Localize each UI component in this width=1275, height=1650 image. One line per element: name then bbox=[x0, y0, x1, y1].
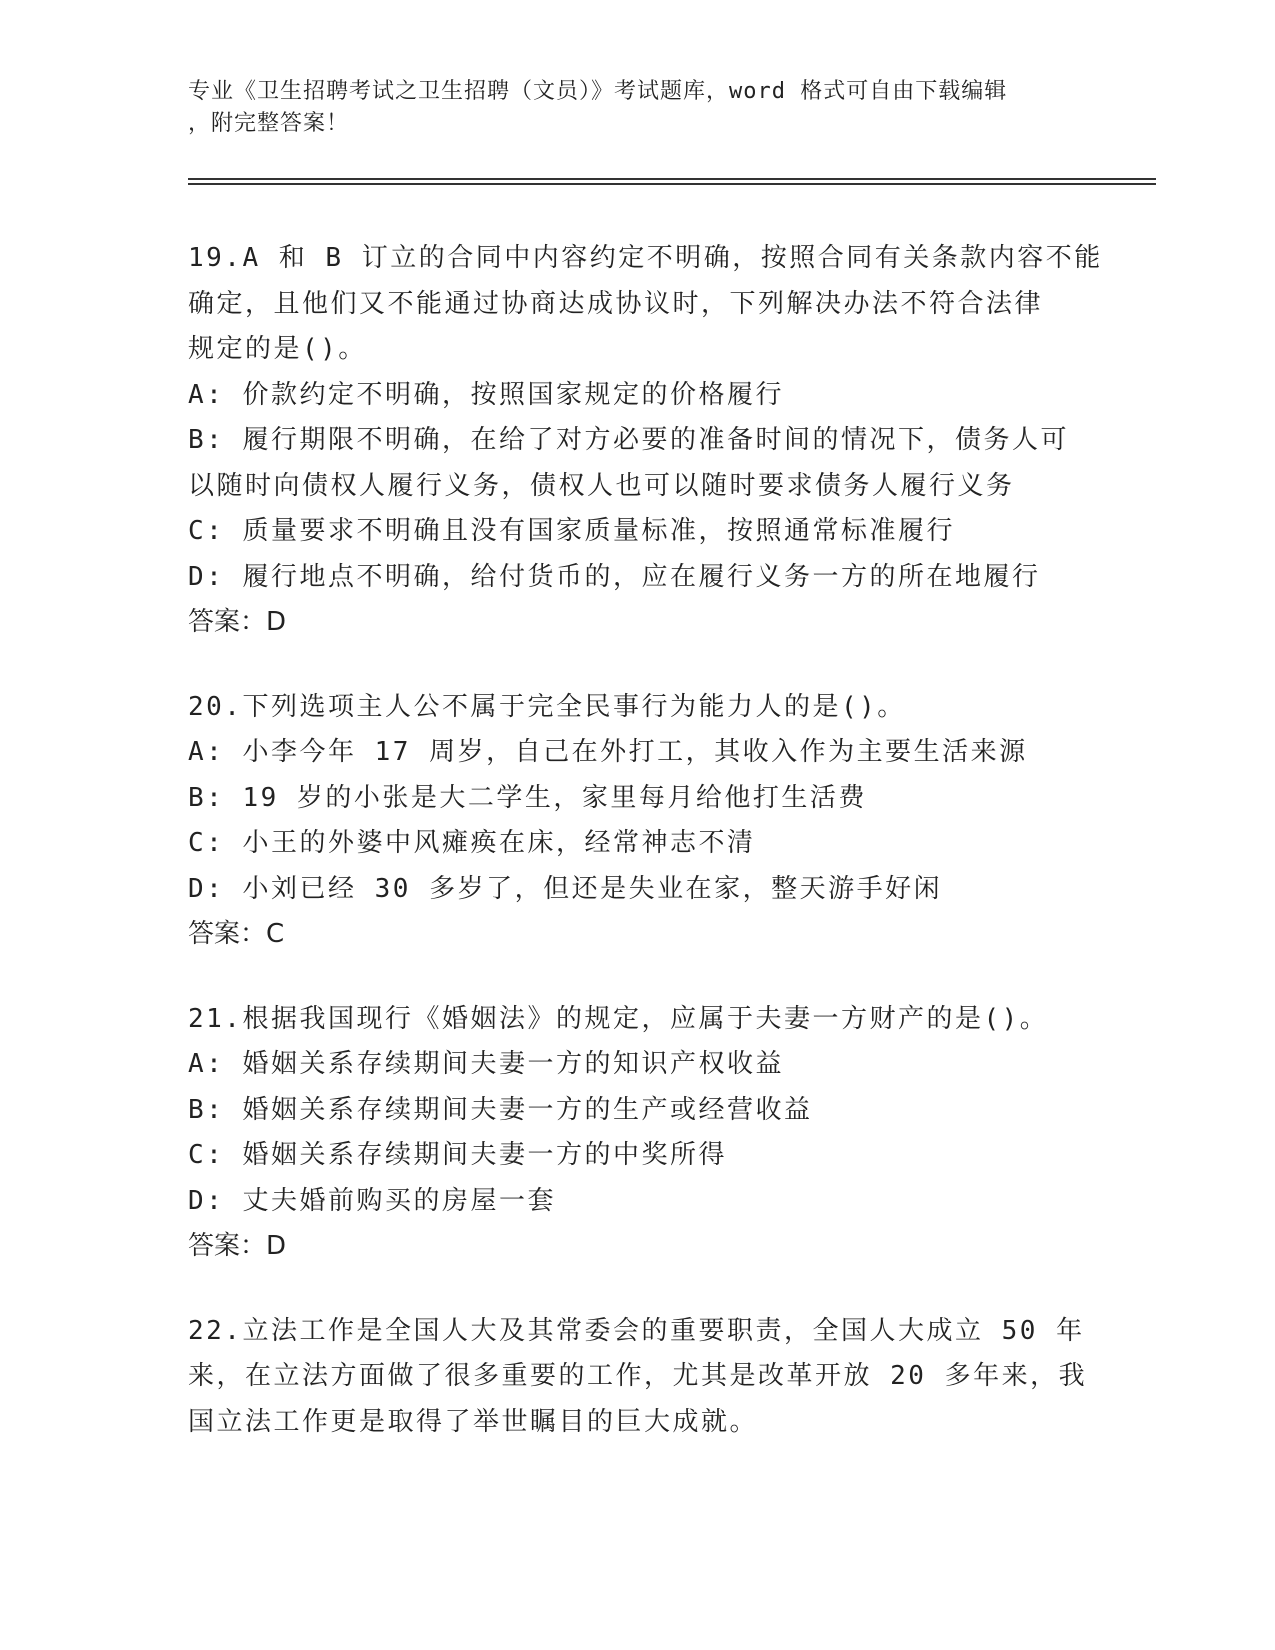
question-stem: 国立法工作更是取得了举世瞩目的巨大成就。 bbox=[188, 1406, 759, 1437]
question-stem: 22.立法工作是全国人大及其常委会的重要职责，全国人大成立 50 年 bbox=[188, 1315, 1085, 1346]
option-d: D: 丈夫婚前购买的房屋一套 bbox=[188, 1185, 556, 1216]
answer: 答案：D bbox=[188, 1231, 287, 1261]
option-c: C: 质量要求不明确且没有国家质量标准，按照通常标准履行 bbox=[188, 516, 955, 546]
question-list bbox=[188, 236, 1103, 1484]
option-a: A: 婚姻关系存续期间夫妻一方的知识产权收益 bbox=[188, 1049, 784, 1079]
option-b: 以随时向债权人履行义务，债权人也可以随时要求债务人履行义务 bbox=[188, 470, 1015, 501]
question-20 bbox=[188, 685, 1088, 958]
answer: 答案：C bbox=[188, 919, 285, 949]
question-stem: 来，在立法方面做了很多重要的工作，尤其是改革开放 20 多年来，我 bbox=[188, 1361, 1088, 1391]
question-stem: 确定，且他们又不能通过协商达成协议时，下列解决办法不符合法律 bbox=[188, 288, 1044, 319]
option-a: A: 小李今年 17 周岁，自己在外打工，其收入作为主要生活来源 bbox=[188, 737, 1028, 767]
question-21 bbox=[188, 997, 1088, 1270]
option-a: A: 价款约定不明确，按照国家规定的价格履行 bbox=[188, 379, 784, 410]
header-line: ，附完整答案！ bbox=[188, 111, 350, 136]
question-19 bbox=[188, 236, 1103, 646]
question-stem: 20.下列选项主人公不属于完全民事行为能力人的是()。 bbox=[188, 691, 906, 722]
option-b: B: 婚姻关系存续期间夫妻一方的生产或经营收益 bbox=[188, 1094, 813, 1125]
option-c: C: 婚姻关系存续期间夫妻一方的中奖所得 bbox=[188, 1140, 727, 1170]
document-header bbox=[188, 76, 1088, 140]
option-b: B: 19 岁的小张是大二学生，家里每月给他打生活费 bbox=[188, 782, 867, 813]
header-divider bbox=[188, 183, 1156, 185]
option-b: B: 履行期限不明确，在给了对方必要的准备时间的情况下，债务人可 bbox=[188, 425, 1069, 455]
option-d: D: 小刘已经 30 多岁了，但还是失业在家，整天游手好闲 bbox=[188, 873, 943, 904]
header-divider bbox=[188, 178, 1156, 180]
option-c: C: 小王的外婆中风瘫痪在床，经常神志不清 bbox=[188, 828, 756, 858]
question-22 bbox=[188, 1309, 1088, 1446]
question-stem: 规定的是()。 bbox=[188, 334, 367, 364]
question-stem: 21.根据我国现行《婚姻法》的规定，应属于夫妻一方财产的是()。 bbox=[188, 1003, 1049, 1034]
answer: 答案：D bbox=[188, 607, 287, 637]
header-line: 专业《卫生招聘考试之卫生招聘（文员）》考试题库，word 格式可自由下载编辑 bbox=[188, 79, 1008, 104]
option-d: D: 履行地点不明确，给付货币的，应在履行义务一方的所在地履行 bbox=[188, 561, 1041, 592]
question-stem: 19.A 和 B 订立的合同中内容约定不明确，按照合同有关条款内容不能 bbox=[188, 243, 1103, 273]
